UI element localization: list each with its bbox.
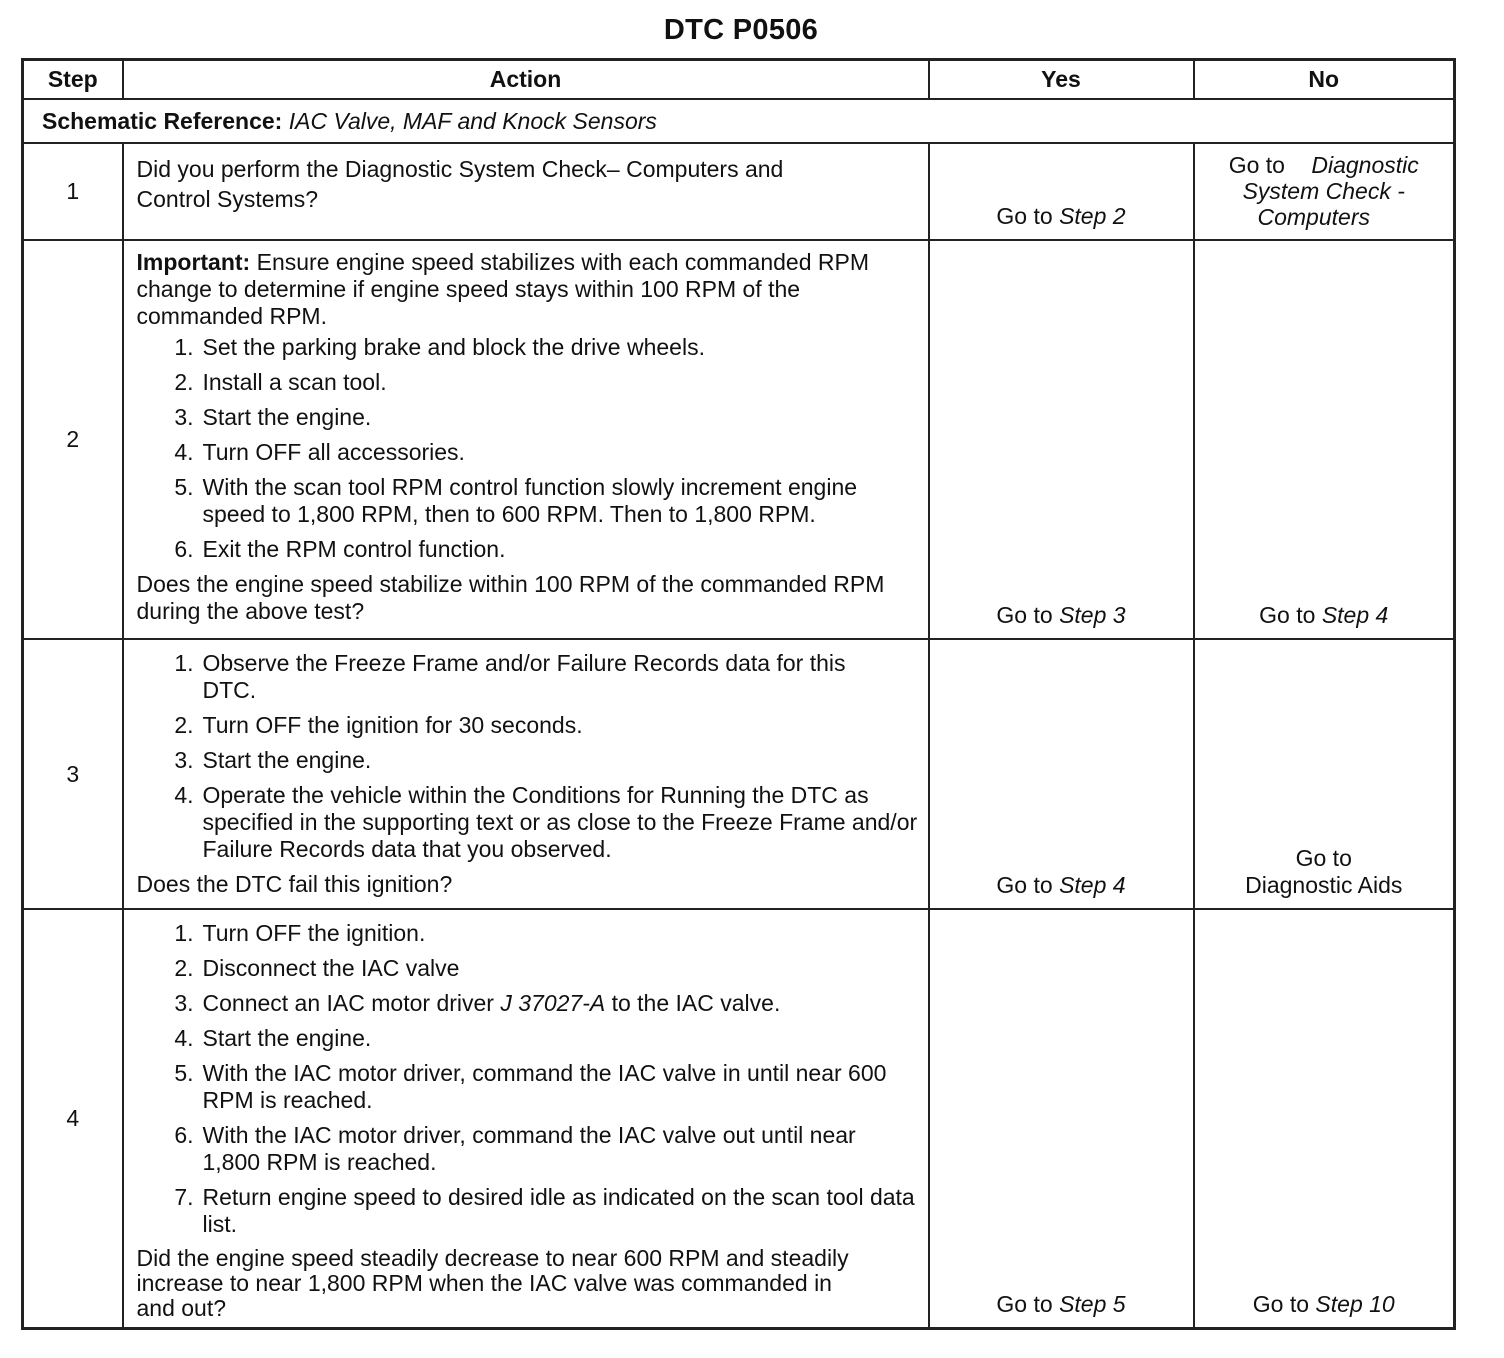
yes-link[interactable]: Step 2: [1059, 203, 1126, 229]
no-prefix: Go to: [1295, 845, 1352, 871]
yes-link[interactable]: Step 3: [1059, 602, 1126, 628]
item-number: 1.: [174, 334, 194, 360]
item-text-after: to the IAC valve.: [611, 990, 781, 1016]
procedure-list: [137, 334, 918, 563]
step-question: Does the engine speed stabilize within 100 RPM of the commanded RPM during the above test?: [136, 571, 885, 624]
item-text: Turn OFF all accessories.: [202, 439, 465, 465]
item-text: Set the parking brake and block the drive wheels.: [202, 334, 705, 360]
table-row: [23, 240, 1455, 639]
no-target[interactable]: Diagnostic Aids: [1245, 872, 1403, 898]
action-cell: [123, 143, 929, 240]
item-text-before: Connect an IAC motor driver: [202, 990, 494, 1016]
step-number: 3: [23, 639, 123, 909]
item-text: Disconnect the IAC valve: [202, 955, 460, 981]
item-text: Turn OFF the ignition.: [202, 920, 426, 946]
table-row: [23, 909, 1455, 1329]
item-text: Turn OFF the ignition for 30 seconds.: [202, 712, 583, 738]
item-number: 4.: [174, 782, 194, 808]
list-item: [137, 1184, 918, 1238]
no-prefix: Go to: [1252, 1291, 1310, 1317]
list-item: [137, 782, 918, 863]
list-item: [137, 955, 918, 982]
list-item: [137, 334, 918, 361]
yes-cell: [929, 639, 1194, 909]
step-question: Did the engine speed steadily decrease to near 600 RPM and steadily increase to near 1,800 RPM when the IAC valve was commanded in and out?: [136, 1245, 849, 1321]
step-number: 1: [23, 143, 123, 240]
no-cell: [1194, 639, 1455, 909]
item-text: With the IAC motor driver, command the IAC valve in until near 600 RPM is reached.: [202, 1060, 887, 1113]
schematic-value: IAC Valve, MAF and Knock Sensors: [288, 107, 657, 134]
procedure-list: [137, 920, 918, 1238]
list-item: [137, 536, 918, 563]
header-step: Step: [23, 60, 123, 100]
header-action: Action: [123, 60, 929, 100]
list-item: [137, 1122, 918, 1176]
item-text: Start the engine.: [202, 1025, 372, 1051]
yes-prefix: Go to: [996, 602, 1053, 628]
yes-cell: [929, 240, 1194, 639]
list-item: [137, 747, 918, 774]
no-prefix: Go to: [1228, 152, 1285, 178]
header-row: [23, 60, 1455, 100]
item-text: Observe the Freeze Frame and/or Failure Records data for this DTC.: [202, 650, 846, 703]
item-number: 5.: [174, 474, 194, 500]
step-question: Did you perform the Diagnostic System Check– Computers and Control Systems?: [136, 156, 784, 212]
yes-prefix: Go to: [996, 1291, 1053, 1317]
list-item: [137, 439, 918, 466]
item-number: 6.: [174, 536, 194, 562]
yes-prefix: Go to: [996, 203, 1053, 229]
item-number: 2.: [174, 712, 194, 738]
procedure-list: [137, 650, 918, 863]
no-cell: [1194, 143, 1455, 240]
list-item: [137, 369, 918, 396]
diagnostic-table: [21, 58, 1456, 1330]
item-text: Operate the vehicle within the Conditions for Running the DTC as specified in the supporting text or as close to the Freeze Frame and/or Failure Records data that you observed.: [202, 782, 918, 862]
list-item: [137, 990, 918, 1017]
item-text: Install a scan tool.: [202, 369, 387, 395]
item-text: Start the engine.: [202, 747, 372, 773]
list-item: [137, 1060, 918, 1114]
item-number: 4.: [174, 1025, 194, 1051]
list-item: [137, 920, 918, 947]
no-link[interactable]: Diagnostic System Check - Computers: [1242, 152, 1419, 230]
yes-prefix: Go to: [996, 872, 1053, 898]
schematic-label: Schematic Reference:: [42, 107, 283, 134]
item-number: 1.: [174, 650, 194, 676]
step-number: 2: [23, 240, 123, 639]
no-prefix: Go to: [1259, 602, 1316, 628]
schematic-row: [23, 99, 1455, 143]
action-cell: [123, 639, 929, 909]
important-label: Important:: [136, 249, 251, 275]
no-link[interactable]: Step 10: [1315, 1291, 1395, 1317]
list-item: [137, 650, 918, 704]
action-cell: [123, 909, 929, 1329]
table-row: [23, 143, 1455, 240]
item-text: With the IAC motor driver, command the IAC valve out until near 1,800 RPM is reached.: [202, 1122, 856, 1175]
no-cell: [1194, 909, 1455, 1329]
header-no: No: [1194, 60, 1455, 100]
step-question: Does the DTC fail this ignition?: [136, 871, 453, 897]
yes-cell: [929, 143, 1194, 240]
item-text: Return engine speed to desired idle as indicated on the scan tool data list.: [202, 1184, 915, 1237]
item-text: Start the engine.: [202, 404, 372, 430]
item-number: 2.: [174, 955, 194, 981]
no-cell: [1194, 240, 1455, 639]
item-number: 2.: [174, 369, 194, 395]
item-number: 1.: [174, 920, 194, 946]
item-number: 3.: [174, 990, 194, 1016]
item-number: 3.: [174, 404, 194, 430]
no-link[interactable]: Step 4: [1321, 602, 1389, 628]
schematic-reference: [23, 99, 1455, 143]
important-text: Ensure engine speed stabilizes with each commanded RPM change to determine if engine speed stays within 100 RPM of the commanded RPM.: [136, 249, 869, 329]
page-title: DTC P0506: [663, 14, 819, 46]
item-number: 6.: [174, 1122, 194, 1148]
item-number: 4.: [174, 439, 194, 465]
yes-cell: [929, 909, 1194, 1329]
list-item: [137, 474, 918, 528]
item-number: 5.: [174, 1060, 194, 1086]
item-number: 7.: [174, 1184, 194, 1210]
header-yes: Yes: [929, 60, 1194, 100]
important-note: [137, 249, 918, 330]
action-cell: [123, 240, 929, 639]
yes-link[interactable]: Step 4: [1059, 872, 1126, 898]
list-item: [137, 1025, 918, 1052]
table-row: [23, 639, 1455, 909]
step-number: 4: [23, 909, 123, 1329]
item-text: [194, 990, 918, 1017]
tool-number: J 37027-A: [500, 990, 606, 1016]
item-text: With the scan tool RPM control function slowly increment engine speed to 1,800 RPM, then to 600 RPM. Then to 1,800 RPM.: [202, 474, 858, 527]
list-item: [137, 712, 918, 739]
list-item: [137, 404, 918, 431]
item-number: 3.: [174, 747, 194, 773]
item-text: Exit the RPM control function.: [202, 536, 506, 562]
yes-link[interactable]: Step 5: [1059, 1291, 1126, 1317]
